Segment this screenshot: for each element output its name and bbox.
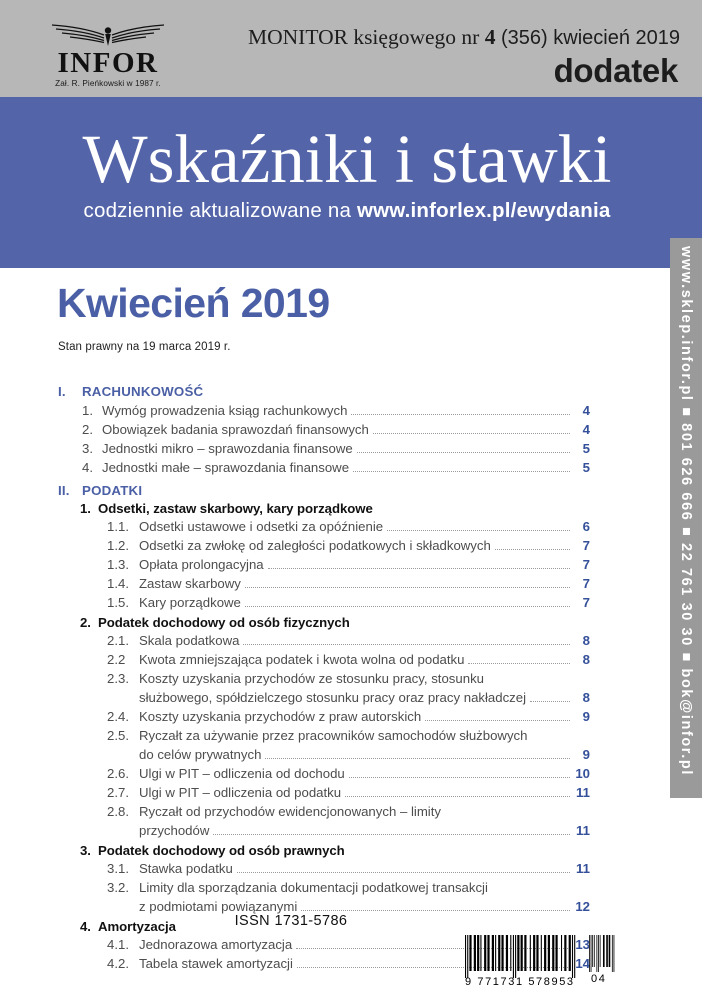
toc-entry-number: 4.2. (107, 956, 129, 971)
toc-entry-label: Obowiązek badania sprawozdań finansowych (102, 422, 369, 437)
issn-text: ISSN 1731-5786 (234, 913, 348, 929)
toc-entry-label: Ulgi w PIT – odliczenia od podatku (139, 785, 342, 800)
toc-entry-label: Skala podatkowa (139, 633, 240, 648)
toc-entry[interactable] (58, 688, 590, 707)
toc-leader-dots (345, 795, 570, 797)
toc-entry[interactable] (58, 878, 590, 897)
toc-entry-page[interactable]: 9 (582, 709, 590, 724)
toc-entry-number: 2.5. (107, 728, 129, 743)
toc-leader-dots (530, 700, 570, 702)
toc-entry-label: Odsetki za zwłokę od zaległości podatkowych i składkowych (139, 538, 491, 553)
toc-entry-label: Koszty uzyskania przychodów ze stosunku pracy, stosunku (139, 671, 484, 686)
toc-leader-dots (445, 815, 570, 816)
toc-section-number: II. (58, 483, 70, 498)
toc-entry-number: 2.2 (107, 652, 126, 667)
title-banner (0, 97, 702, 268)
masthead-issue-line (248, 26, 678, 50)
toc-leader-dots (425, 719, 570, 721)
toc-leader-dots (245, 605, 570, 607)
barcode-main-icon (465, 935, 577, 978)
toc-entry-label: Opłata prolongacyjna (139, 557, 264, 572)
toc-entry[interactable] (58, 669, 590, 688)
toc-entry-label: Tabela stawek amortyzacji (139, 956, 293, 971)
masthead-issue-number: 4 (484, 25, 496, 49)
toc-entry[interactable] (58, 764, 590, 783)
toc-entry-page[interactable]: 9 (582, 747, 590, 762)
toc-entry-number: 2.1. (107, 633, 129, 648)
toc-entry[interactable] (58, 420, 590, 439)
toc-entry-number: 3.2. (107, 880, 129, 895)
toc-group-number: 2. (80, 615, 91, 630)
supplement-label: dodatek (553, 51, 678, 89)
table-of-contents (58, 384, 590, 973)
toc-entry-page[interactable]: 5 (582, 441, 590, 456)
toc-entry-label: Odsetki ustawowe i odsetki za opóźnienie (139, 519, 384, 534)
toc-entry-label: Ryczałt za używanie przez pracowników samochodów służbowych (139, 728, 528, 743)
infor-tagline: Zał. R. Pieńkowski w 1987 r. (55, 79, 161, 88)
toc-entry-number: 4.1. (107, 937, 129, 952)
toc-leader-dots (237, 871, 570, 873)
toc-section-heading (58, 384, 590, 399)
toc-entry-page[interactable]: 4 (582, 403, 590, 418)
masthead-issue-month-year: kwiecień 2019 (547, 27, 680, 49)
toc-leader-dots (488, 682, 570, 683)
barcode-digits: 9 771731 578953 (465, 976, 575, 988)
toc-entry-page[interactable]: 11 (576, 861, 590, 876)
toc-entry-number: 1. (82, 403, 93, 418)
toc-entry-number: 2.8. (107, 804, 129, 819)
toc-group-heading (58, 501, 590, 516)
toc-group-title: Odsetki, zastaw skarbowy, kary porządkowe (98, 501, 373, 516)
toc-section-title: PODATKI (82, 483, 143, 498)
toc-group-title: Podatek dochodowy od osób prawnych (98, 843, 345, 858)
toc-entry-label: Limity dla sporządzania dokumentacji podatkowej transakcji (139, 880, 488, 895)
toc-entry-number: 1.4. (107, 576, 129, 591)
toc-entry-label: Kary porządkowe (139, 595, 241, 610)
toc-entry-page[interactable]: 12 (575, 899, 590, 914)
toc-entry-page[interactable]: 11 (576, 785, 590, 800)
toc-entry-number: 3.1. (107, 861, 129, 876)
toc-entry-label: z podmiotami powiązanymi (139, 899, 298, 914)
toc-entry-page[interactable]: 13 (575, 937, 590, 952)
toc-entry[interactable] (58, 439, 590, 458)
toc-entry-number: 4. (82, 460, 93, 475)
toc-group-number: 1. (80, 501, 91, 516)
toc-group-heading (58, 615, 590, 630)
toc-entry-page[interactable]: 6 (582, 519, 590, 534)
toc-entry-page[interactable]: 7 (582, 557, 590, 572)
toc-entry-number: 2.7. (107, 785, 129, 800)
toc-entry[interactable] (58, 821, 590, 840)
toc-entry-label: Jednostki mikro – sprawozdania finansowe (102, 441, 353, 456)
toc-entry-label: Wymóg prowadzenia ksiąg rachunkowych (102, 403, 348, 418)
toc-entry-label: do celów prywatnych (139, 747, 262, 762)
masthead-prefix: MONITOR księgowego nr (248, 25, 485, 49)
banner-subtitle (0, 199, 702, 223)
toc-entry-label: przychodów (139, 823, 210, 838)
toc-entry-page[interactable]: 7 (582, 576, 590, 591)
toc-leader-dots (268, 567, 570, 569)
banner-subtitle-lead: codziennie aktualizowane na (83, 199, 357, 222)
toc-entry-number: 3. (82, 441, 93, 456)
toc-entry[interactable] (58, 574, 590, 593)
toc-leader-dots (265, 757, 570, 759)
toc-leader-dots (243, 643, 570, 645)
toc-entry-number: 2.4. (107, 709, 129, 724)
toc-entry[interactable] (58, 517, 590, 536)
toc-leader-dots (213, 833, 570, 835)
toc-leader-dots (245, 586, 570, 588)
toc-leader-dots (492, 891, 570, 892)
toc-entry[interactable] (58, 536, 590, 555)
toc-entry-page[interactable]: 7 (582, 538, 590, 553)
toc-entry-page[interactable]: 14 (575, 956, 590, 971)
toc-leader-dots (387, 529, 570, 531)
toc-entry-page[interactable]: 5 (582, 460, 590, 475)
toc-entry[interactable] (58, 745, 590, 764)
toc-leader-dots (373, 432, 570, 434)
toc-entry[interactable] (58, 726, 590, 745)
toc-leader-dots (351, 413, 570, 415)
barcode-addon-digits: 04 (591, 973, 607, 985)
toc-group-heading (58, 843, 590, 858)
toc-section-number: I. (58, 384, 66, 399)
toc-entry-number: 2.3. (107, 671, 129, 686)
toc-entry[interactable] (58, 859, 590, 878)
infor-logo (38, 22, 178, 88)
infor-bird-logo-icon (44, 22, 172, 48)
toc-entry-label: Kwota zmniejszająca podatek i kwota wolna od podatku (139, 652, 465, 667)
toc-entry-number: 1.2. (107, 538, 129, 553)
barcode (465, 935, 635, 993)
toc-leader-dots (468, 662, 570, 664)
toc-entry-number: 1.3. (107, 557, 129, 572)
toc-group-number: 3. (80, 843, 91, 858)
contact-side-tab-text: www.sklep.infor.pl ■ 801 626 666 ■ 22 761 30 30 ■ bok@infor.pl (678, 246, 694, 776)
toc-entry-page[interactable]: 7 (582, 595, 590, 610)
toc-leader-dots (301, 909, 570, 911)
masthead (248, 26, 678, 88)
toc-group-title: Amortyzacja (98, 919, 176, 934)
toc-leader-dots (531, 739, 570, 740)
toc-entry[interactable] (58, 458, 590, 477)
toc-entry[interactable] (58, 650, 590, 669)
toc-entry-label: służbowego, spółdzielczego stosunku pracy oraz pracy nakładczej (139, 690, 527, 705)
infor-wordmark: INFOR (57, 47, 159, 79)
toc-entry-page[interactable]: 8 (582, 690, 590, 705)
banner-subtitle-url: www.inforlex.pl/ewydania (356, 199, 611, 222)
toc-entry-label: Stawka podatku (139, 861, 233, 876)
toc-entry-label: Ryczałt od przychodów ewidencjonowanych – limity (139, 804, 441, 819)
toc-entry[interactable] (58, 401, 590, 420)
toc-entry[interactable] (58, 555, 590, 574)
toc-entry-label: Jednorazowa amortyzacja (139, 937, 293, 952)
toc-leader-dots (495, 548, 570, 550)
toc-leader-dots (349, 776, 570, 778)
toc-entry-number: 1.1. (107, 519, 129, 534)
toc-entry-page[interactable]: 8 (582, 652, 590, 667)
toc-entry[interactable] (58, 593, 590, 612)
toc-entry-page[interactable]: 10 (575, 766, 590, 781)
toc-entry-label: Jednostki małe – sprawozdania finansowe (102, 460, 350, 475)
legal-status-date: Stan prawny na 19 marca 2019 r. (58, 341, 231, 353)
toc-entry-label: Koszty uzyskania przychodów z praw autorskich (139, 709, 422, 724)
toc-entry-page[interactable]: 8 (582, 633, 590, 648)
toc-section-heading (58, 483, 590, 498)
page-title: Wskaźniki i stawki (82, 121, 612, 197)
toc-entry[interactable] (58, 802, 590, 821)
toc-entry-number: 1.5. (107, 595, 129, 610)
toc-leader-dots (357, 451, 570, 453)
toc-entry-label: Ulgi w PIT – odliczenia od dochodu (139, 766, 345, 781)
contact-side-tab (670, 238, 702, 798)
header-band (0, 0, 702, 97)
toc-section-title: RACHUNKOWOŚĆ (82, 384, 204, 399)
toc-leader-dots (353, 470, 570, 472)
month-heading: Kwiecień 2019 (57, 280, 330, 326)
toc-entry[interactable] (58, 631, 590, 650)
toc-entry-page[interactable]: 11 (576, 823, 590, 838)
toc-entry-page[interactable]: 4 (582, 422, 590, 437)
toc-entry[interactable] (58, 783, 590, 802)
barcode-addon-icon (589, 935, 615, 972)
toc-group-number: 4. (80, 919, 91, 934)
toc-entry[interactable] (58, 707, 590, 726)
toc-entry-label: Zastaw skarbowy (139, 576, 241, 591)
toc-group-title: Podatek dochodowy od osób fizycznych (98, 615, 350, 630)
toc-entry-number: 2.6. (107, 766, 129, 781)
masthead-issue-paren: (356) (495, 27, 548, 49)
toc-entry-number: 2. (82, 422, 93, 437)
